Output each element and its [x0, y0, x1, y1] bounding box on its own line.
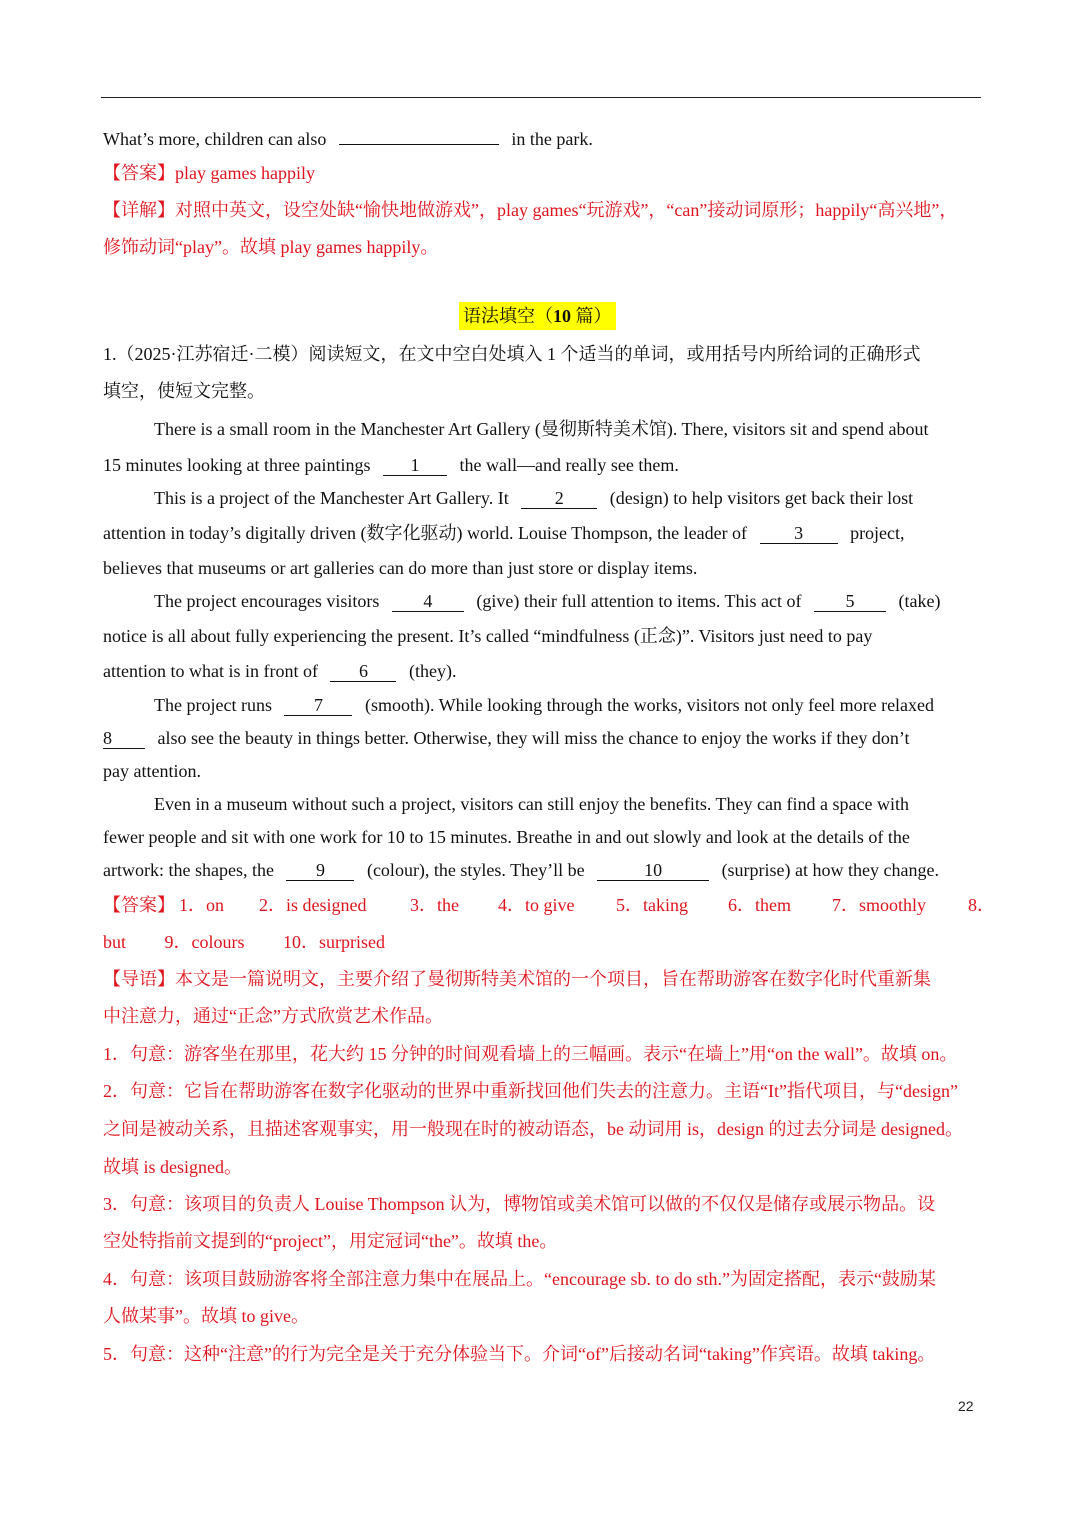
answers-label: 【答案】 — [103, 895, 175, 915]
answer-item: but — [103, 932, 127, 952]
passage-p1-line2 — [103, 452, 679, 478]
explanation-line: 故填 is designed。 — [103, 1157, 242, 1177]
answers-row-2 — [103, 929, 419, 955]
passage-text: The project runs — [154, 695, 272, 715]
passage-text: attention to what is in front of — [103, 661, 318, 681]
guide-text-1: 本文是一篇说明文，主要介绍了曼彻斯特美术馆的一个项目，旨在帮助游客在数字化时代重新集 — [175, 969, 931, 989]
explanation-line: 空处特指前文提到的“project”，用定冠词“the”。故填 the。 — [103, 1231, 558, 1251]
guide-label: 【导语】 — [103, 969, 175, 989]
passage-text: project, — [850, 523, 905, 543]
section-title — [459, 302, 616, 330]
answer-item: 5．taking — [616, 895, 688, 915]
guide-line-1 — [103, 966, 983, 992]
prev-question-text: What’s more, children can also — [103, 129, 327, 149]
prev-question — [103, 126, 593, 152]
prev-question-text-end: in the park. — [511, 129, 593, 149]
answer-item: 7．smoothly — [832, 895, 927, 915]
explanation-line: 3．句意：该项目的负责人 Louise Thompson 认为，博物馆或美术馆可以做的不仅仅是储存或展示物品。设 — [103, 1194, 936, 1214]
passage-p2-line2 — [103, 520, 905, 546]
prev-blank — [339, 144, 499, 145]
passage-p2-line3: believes that museums or art galleries can do more than just store or display items. — [103, 558, 698, 578]
answer-item: 2．is designed — [259, 895, 367, 915]
passage-p2-line1 — [154, 485, 913, 511]
explanation-line: 2．句意：它旨在帮助游客在数字化驱动的世界中重新找回他们失去的注意力。主语“It”指代项目，与“design” — [103, 1081, 958, 1101]
blank-8: 8 — [103, 728, 145, 749]
answer-item: 8． — [968, 895, 995, 915]
blank-9: 9 — [286, 860, 354, 881]
passage-text: There is a small room in the Manchester Art Gallery (曼彻斯特美术馆). There, visitors sit and spend about — [154, 419, 929, 439]
passage-text: also see the beauty in things better. Otherwise, they will miss the chance to enjoy the works if they don’t — [157, 728, 910, 748]
answer-item: 6．them — [728, 895, 791, 915]
prev-detail-line-1 — [103, 197, 987, 223]
passage-p3-line3 — [103, 658, 456, 684]
passage-text: (colour), the styles. They’ll be — [366, 860, 585, 880]
blank-4: 4 — [392, 591, 464, 612]
detail-label: 【详解】 — [103, 200, 175, 220]
explanation-line: 4．句意：该项目鼓励游客将全部注意力集中在展品上。“encourage sb. to do sth.”为固定搭配，表示“鼓励某 — [103, 1269, 936, 1289]
passage-p5-line3 — [103, 857, 939, 883]
passage-text: 15 minutes looking at three paintings — [103, 455, 371, 475]
page-number: 22 — [958, 1398, 974, 1414]
passage-p4-line1 — [154, 692, 934, 718]
passage-text: attention in today’s digitally driven (数字化驱动) world. Louise Thompson, the leader of — [103, 523, 748, 543]
passage-text: (smooth). While looking through the works, visitors not only feel more relaxed — [364, 695, 935, 715]
explanation-line: 人做某事”。故填 to give。 — [103, 1306, 309, 1326]
passage-text: (give) their full attention to items. This act of — [476, 591, 802, 611]
answer-label: 【答案】 — [103, 163, 175, 183]
passage-p1-line1 — [154, 416, 976, 442]
answer-item: 10．surprised — [283, 932, 386, 952]
passage-text: (surprise) at how they change. — [721, 860, 939, 880]
section-title-suffix: 篇） — [571, 306, 612, 326]
passage-text: artwork: the shapes, the — [103, 860, 274, 880]
explanation-line: 5．句意：这种“注意”的行为完全是关于充分体验当下。介词“of”后接动名词“taking”作宾语。故填 taking。 — [103, 1344, 936, 1364]
answer-item: 1．on — [179, 895, 224, 915]
blank-5: 5 — [814, 591, 886, 612]
passage-text: (design) to help visitors get back their lost — [609, 488, 914, 508]
blank-7: 7 — [284, 695, 352, 716]
passage-p4-line2 — [103, 725, 910, 751]
blank-3: 3 — [760, 523, 838, 544]
passage-text: (take) — [898, 591, 941, 611]
question-line-2: 填空，使短文完整。 — [103, 381, 265, 401]
blank-2: 2 — [521, 488, 597, 509]
passage-text: This is a project of the Manchester Art Gallery. It — [154, 488, 509, 508]
blank-1: 1 — [383, 455, 447, 476]
answer-item: 3．the — [410, 895, 459, 915]
passage-p5-line1: Even in a museum without such a project, visitors can still enjoy the benefits. They can find a space with — [154, 794, 909, 814]
passage-p4-line3: pay attention. — [103, 761, 201, 781]
detail-text-1: 对照中英文，设空处缺“愉快地做游戏”，play games“玩游戏”，“can”接动词原形；happily“高兴地”， — [175, 200, 958, 220]
answer-item: 9．colours — [164, 932, 245, 952]
passage-p3-line2: notice is all about fully experiencing the present. It’s called “mindfulness (正念)”. Visitors just need to pay — [103, 626, 873, 646]
prev-detail-line-2: 修饰动词“play”。故填 play games happily。 — [103, 237, 439, 257]
explanation-line: 1．句意：游客坐在那里，花大约 15 分钟的时间观看墙上的三幅画。表示“在墙上”用“on the wall”。故填 on。 — [103, 1044, 958, 1064]
passage-text: the wall—and really see them. — [459, 455, 679, 475]
answer-item: 4．to give — [498, 895, 575, 915]
question-line-1: 1.（2025·江苏宿迁·二模）阅读短文，在文中空白处填入 1 个适当的单词，或用括号内所给词的正确形式 — [103, 344, 921, 364]
guide-line-2: 中注意力，通过“正念”方式欣赏艺术作品。 — [103, 1006, 443, 1026]
passage-text: (they). — [408, 661, 457, 681]
passage-p5-line2: fewer people and sit with one work for 10 to 15 minutes. Breathe in and out slowly and look at the details of the — [103, 827, 910, 847]
passage-text: The project encourages visitors — [154, 591, 380, 611]
section-title-count: 10 — [553, 306, 571, 326]
prev-answer — [103, 160, 315, 186]
blank-10: 10 — [597, 860, 709, 881]
answer-text: play games happily — [175, 163, 315, 183]
explanation-line: 之间是被动关系，且描述客观事实，用一般现在时的被动语态，be 动词用 is，design 的过去分词是 designed。 — [103, 1119, 963, 1139]
header-rule — [101, 97, 981, 98]
passage-p3-line1 — [154, 588, 940, 614]
blank-6: 6 — [330, 661, 396, 682]
section-title-text: 语法填空（ — [463, 306, 553, 326]
